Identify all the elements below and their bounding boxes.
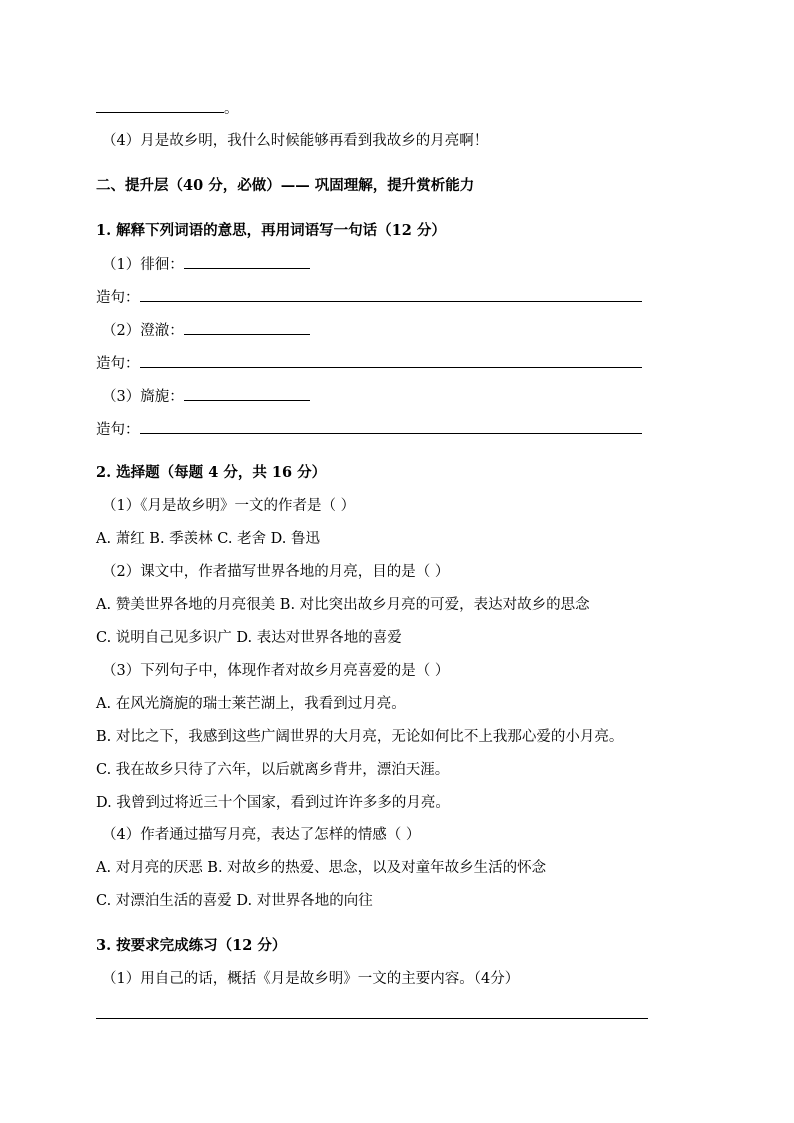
- sentence-label: 造句：: [96, 356, 140, 372]
- mc-question-stem: （4）作者通过描写月亮，表达了怎样的情感（ ）: [102, 827, 421, 843]
- sentence-label: 造句：: [96, 422, 140, 438]
- mc-option-line[interactable]: C. 说明自己见多识广 D. 表达对世界各地的喜爱: [96, 630, 402, 646]
- mc-option-line[interactable]: A. 对月亮的厌恶 B. 对故乡的热爱、思念，以及对童年故乡生活的怀念: [96, 860, 547, 876]
- section-heading: 二、提升层（40 分，必做）—— 巩固理解，提升赏析能力: [96, 177, 475, 194]
- word-item-3: [102, 386, 310, 407]
- mc-question-stem: （2）课文中，作者描写世界各地的月亮，目的是（ ）: [102, 564, 450, 580]
- question-4-sentence: （4）月是故乡明，我什么时候能够再看到我故乡的月亮啊！: [102, 133, 489, 149]
- mc-option-line[interactable]: A. 在风光旖旎的瑞士莱芒湖上，我看到过月亮。: [96, 696, 406, 712]
- answer-blank[interactable]: [96, 98, 224, 113]
- mc-option-line[interactable]: B. 对比之下，我感到这些广阔世界的大月亮，无论如何比不上我那心爱的小月亮。: [96, 729, 624, 745]
- mc-option-line[interactable]: C. 对漂泊生活的喜爱 D. 对世界各地的向往: [96, 893, 373, 909]
- mc-option-line[interactable]: D. 我曾到过将近三十个国家，看到过许许多多的月亮。: [96, 795, 450, 811]
- sentence-blank[interactable]: [140, 287, 642, 302]
- definition-blank[interactable]: [184, 254, 310, 269]
- word-label: （2）澄澈：: [102, 323, 184, 339]
- word-item-2: [102, 320, 310, 341]
- word-label: （3）旖旎：: [102, 389, 184, 405]
- sentence-label: 造句：: [96, 290, 140, 306]
- sentence-blank[interactable]: [140, 419, 642, 434]
- mc-question-stem: （1）《月是故乡明》一文的作者是（ ）: [102, 498, 356, 514]
- question-1-title: 1. 解释下列词语的意思，再用词语写一句话（12 分）: [96, 222, 446, 239]
- mc-question-stem: （3）下列句子中，体现作者对故乡月亮喜爱的是（ ）: [102, 663, 450, 679]
- answer-blank-line: [96, 98, 239, 119]
- mc-option-line[interactable]: C. 我在故乡只待了六年，以后就离乡背井，漂泊天涯。: [96, 762, 450, 778]
- answer-rule-line[interactable]: [96, 1018, 648, 1019]
- definition-blank[interactable]: [184, 386, 310, 401]
- sentence-blank[interactable]: [140, 353, 642, 368]
- mc-option-line[interactable]: A. 赞美世界各地的月亮很美 B. 对比突出故乡月亮的可爱，表达对故乡的思念: [96, 597, 590, 613]
- definition-blank[interactable]: [184, 320, 310, 335]
- sentence-item-3: [96, 419, 642, 440]
- blank-period: 。: [224, 101, 239, 117]
- word-label: （1）徘徊：: [102, 257, 184, 273]
- word-item-1: [102, 254, 310, 275]
- question-3-title: 3. 按要求完成练习（12 分）: [96, 937, 287, 954]
- question-2-title: 2. 选择题（每题 4 分，共 16 分）: [96, 464, 327, 481]
- mc-option-line[interactable]: A. 萧红 B. 季羡林 C. 老舍 D. 鲁迅: [96, 531, 321, 547]
- question-3-sub-1: （1）用自己的话，概括《月是故乡明》一文的主要内容。（4分）: [102, 971, 520, 987]
- sentence-item-1: [96, 287, 642, 308]
- sentence-item-2: [96, 353, 642, 374]
